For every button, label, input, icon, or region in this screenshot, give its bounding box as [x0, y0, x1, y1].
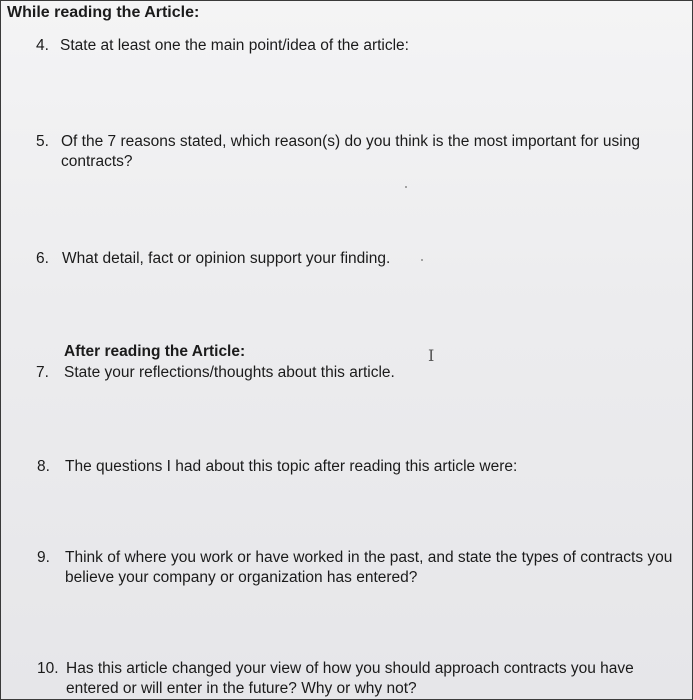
- section-heading-after-reading: After reading the Article:: [64, 343, 246, 360]
- question-4-text: State at least one the main point/idea of the article:: [60, 37, 409, 54]
- question-9-text: Think of where you work or have worked in the past, and state the types of contracts you believe your company or organization has entered?: [65, 549, 673, 586]
- question-9: [37, 548, 685, 588]
- question-7-number: 7.: [36, 364, 49, 381]
- stray-mark: [421, 259, 423, 261]
- question-5-number: 5.: [36, 133, 49, 150]
- question-4-number: 4.: [36, 37, 49, 54]
- question-6-text: What detail, fact or opinion support your finding.: [62, 250, 391, 267]
- text-cursor-icon: I: [428, 346, 435, 365]
- question-5: [36, 132, 676, 172]
- question-10: [37, 659, 657, 699]
- question-8: [37, 457, 657, 477]
- stray-mark: [405, 186, 407, 188]
- question-8-text: The questions I had about this topic after reading this article were:: [65, 458, 518, 475]
- section-heading-while-reading: While reading the Article:: [7, 4, 200, 21]
- question-7-text: State your reflections/thoughts about this article.: [64, 364, 395, 381]
- question-7: [36, 363, 656, 383]
- question-9-number: 9.: [37, 549, 50, 566]
- question-6-number: 6.: [36, 250, 49, 267]
- question-8-number: 8.: [37, 458, 50, 475]
- question-5-text: Of the 7 reasons stated, which reason(s) do you think is the most important for using contracts?: [61, 133, 640, 170]
- question-4: [36, 36, 656, 56]
- question-10-number: 10.: [37, 660, 59, 677]
- question-6: [36, 249, 656, 269]
- question-10-text: Has this article changed your view of how you should approach contracts you have entered or will enter in the future? Why or why not?: [66, 660, 634, 697]
